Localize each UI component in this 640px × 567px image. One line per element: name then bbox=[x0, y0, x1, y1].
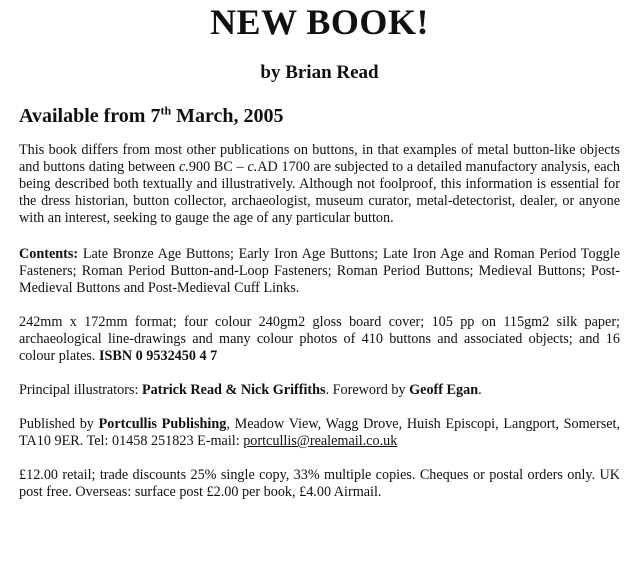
availability-line bbox=[19, 104, 620, 128]
description-paragraph bbox=[19, 142, 620, 227]
circa-abbrev-1: c. bbox=[179, 159, 189, 175]
format-text: 242mm x 172mm format; four colour 240gm2 gloss board cover; 105 pp on 115gm2 silk paper; archaeological line-drawings and many colour photos of 410 buttons and associated objects; and 16 colour plates. bbox=[19, 314, 620, 364]
availability-ordinal: th bbox=[160, 103, 172, 118]
description-text-1: This book differs from most other publications on buttons, in that examples of metal button-like objects and buttons dating between bbox=[19, 142, 620, 175]
foreword-author: Geoff Egan bbox=[409, 382, 479, 398]
availability-suffix: March, 2005 bbox=[171, 105, 284, 127]
publisher-prefix: Published by bbox=[19, 416, 99, 432]
credits-paragraph bbox=[19, 382, 620, 399]
credits-end: . bbox=[478, 382, 482, 398]
isbn: ISBN 0 9532450 4 7 bbox=[98, 348, 218, 364]
page-title: NEW BOOK! bbox=[210, 2, 429, 42]
circa-abbrev-2: c. bbox=[247, 159, 258, 175]
format-paragraph bbox=[19, 314, 620, 365]
credits-prefix: Principal illustrators: bbox=[19, 382, 142, 398]
publisher-name: Portcullis Publishing bbox=[98, 416, 227, 432]
publisher-paragraph bbox=[19, 416, 620, 450]
description-text-2: 900 BC – bbox=[188, 159, 248, 175]
publisher-email-link[interactable]: portcullis@realemail.co.uk bbox=[243, 433, 398, 449]
pricing-paragraph: £12.00 retail; trade discounts 25% single copy, 33% multiple copies. Cheques or postal orders only. UK post free. Overseas: surface post £2.00 per book, £4.00 Airmail. bbox=[19, 467, 620, 500]
contents-label: Contents: bbox=[19, 246, 79, 262]
credits-middle: . Foreword by bbox=[325, 382, 410, 398]
contents-text: Late Bronze Age Buttons; Early Iron Age Buttons; Late Iron Age and Roman Period Toggle Fasteners; Roman Period Button-and-Loop Fasteners; Roman Period Buttons; Medieval Buttons; Post-Medieval Buttons and Post-Medieval Cuff Links. bbox=[19, 246, 620, 296]
illustrators-names: Patrick Read & Nick Griffiths bbox=[141, 382, 326, 398]
description-text-3: AD 1700 are subjected to a detailed manufactory analysis, each being described both textually and illustratively. Although not foolproof, this information is essential for the dress historian, button collector, archaeologist, museum curator, metal-detectorist, dealer, or anyone with an interest, seeking to gauge the age of any particular button. bbox=[19, 159, 620, 226]
contents-paragraph bbox=[19, 246, 620, 297]
publisher-address: , Meadow View, Wagg Drove, Huish Episcopi, Langport, Somerset, TA10 9ER. Tel: 01458 251823 E-mail: bbox=[19, 416, 621, 449]
author-byline: by Brian Read bbox=[260, 62, 379, 83]
availability-prefix: Available from 7 bbox=[19, 105, 161, 127]
